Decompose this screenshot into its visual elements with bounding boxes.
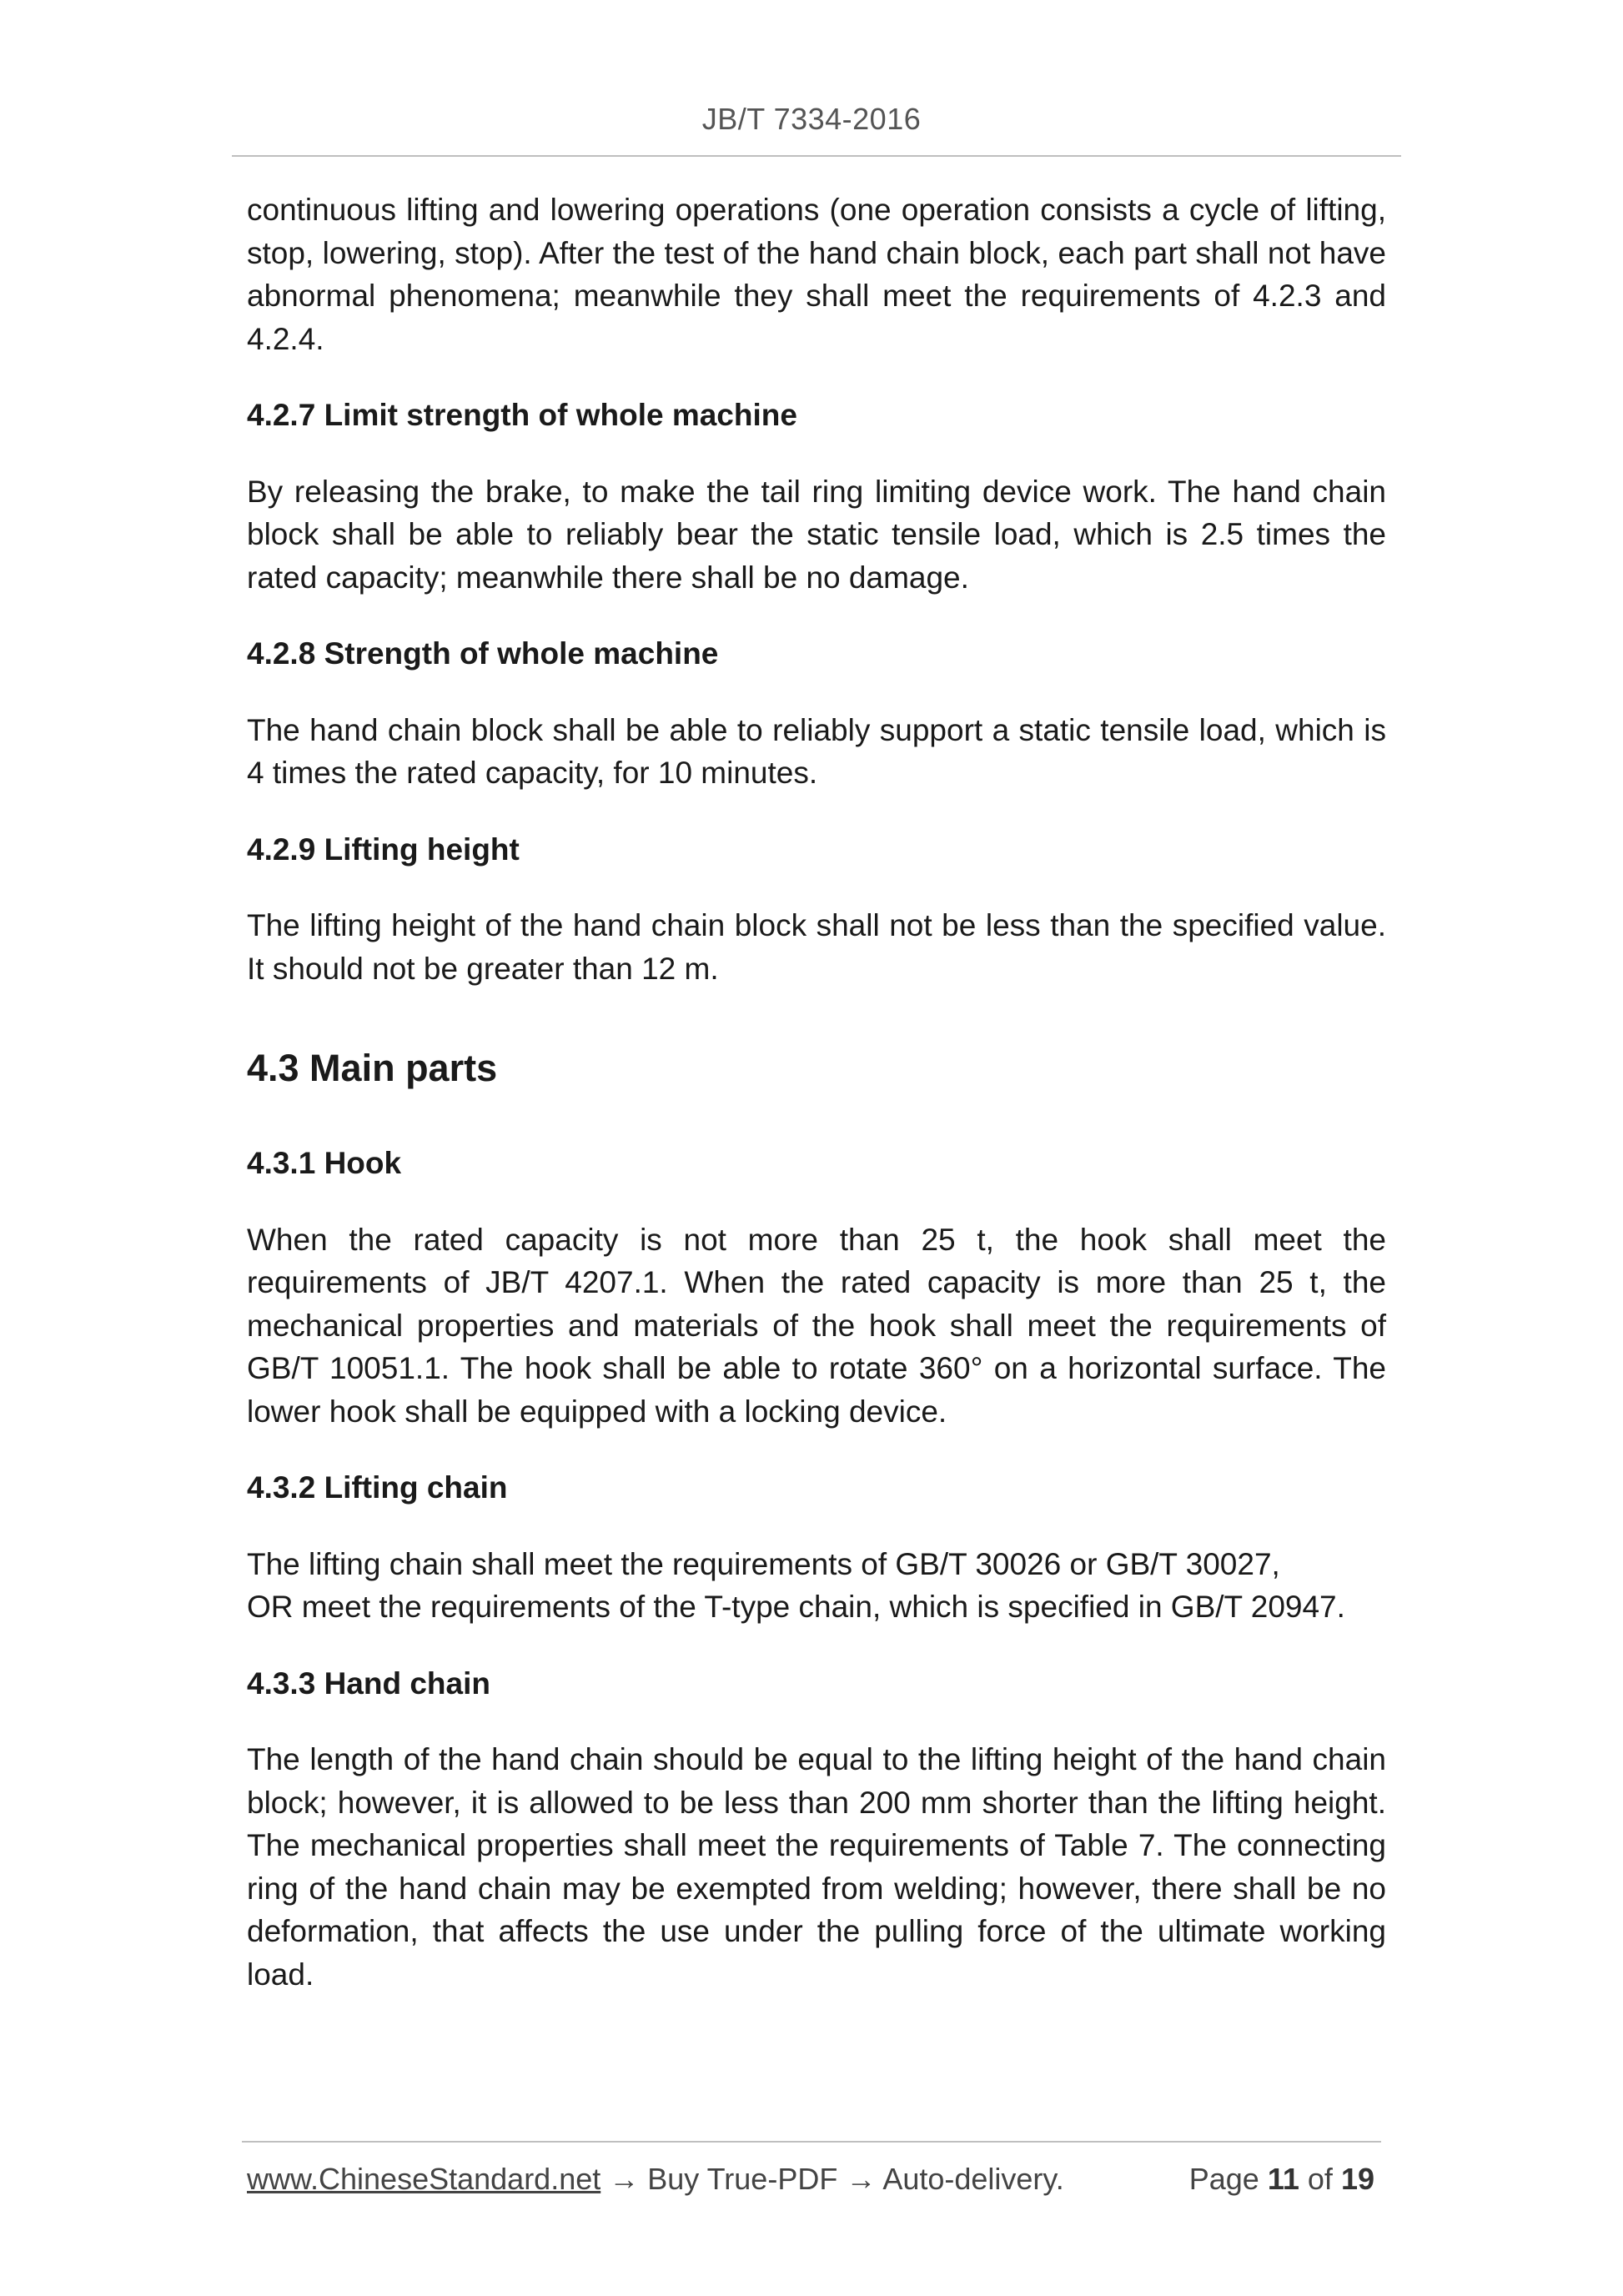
- section-4-3-2-text: [247, 1543, 1386, 1629]
- section-4-2-9-heading: 4.2.9 Lifting height: [247, 831, 520, 867]
- footer-divider: [242, 2141, 1381, 2143]
- header-divider: [232, 155, 1401, 157]
- section-4-3-2-heading: 4.3.2 Lifting chain: [247, 1470, 508, 1505]
- footer-promo-text: → Buy True-PDF → Auto-delivery.: [600, 2162, 1064, 2196]
- section-4-3-3-text: The length of the hand chain should be equal to the lifting height of the hand chain block; however, it is allowed to be less than 200 mm shorter than the lifting height. The mechanical properties shall meet the requirements of Table 7. The connecting ring of the hand chain may be exempted from welding; however, there shall be no deformation, that affects the use under the pulling force of the ultimate working load.: [247, 1742, 1386, 1992]
- section-4-3-2-line-1: The lifting chain shall meet the requirements of GB/T 30026 or GB/T 30027,: [247, 1546, 1280, 1581]
- section-4-2-8-heading: 4.2.8 Strength of whole machine: [247, 636, 719, 671]
- section-4-3-2-line-2: OR meet the requirements of the T-type chain, which is specified in GB/T 20947.: [247, 1590, 1345, 1624]
- page-body: [247, 188, 1386, 1996]
- section-4-3-1-heading: 4.3.1 Hook: [247, 1146, 402, 1180]
- section-4-2-7-text: By releasing the brake, to make the tail ring limiting device work. The hand chain block shall be able to reliably bear the static tensile load, which is 2.5 times the rated capacity; meanwhile there shall be no damage.: [247, 474, 1386, 595]
- section-4-2-9-text: The lifting height of the hand chain block shall not be less than the specified value. It should not be greater than 12 m.: [247, 908, 1386, 986]
- section-4-3-1-text: When the rated capacity is not more than 25 t, the hook shall meet the requirements of JB/T 4207.1. When the rated capacity is more than 25 t, the mechanical properties and materials of the hook shall meet the requirements of GB/T 10051.1. The hook shall be able to rotate 360° on a horizontal surface. The lower hook shall be equipped with a locking device.: [247, 1222, 1386, 1429]
- footer-promo: [247, 2158, 1064, 2200]
- website-link[interactable]: www.ChineseStandard.net: [247, 2162, 601, 2196]
- current-page: 11: [1267, 2162, 1299, 2196]
- section-4-2-7-heading: 4.2.7 Limit strength of whole machine: [247, 398, 797, 432]
- document-code-header: JB/T 7334-2016: [701, 102, 922, 136]
- section-4-3-heading: 4.3 Main parts: [247, 1047, 498, 1089]
- page-word: Page: [1188, 2162, 1259, 2196]
- section-4-3-3-heading: 4.3.3 Hand chain: [247, 1665, 490, 1701]
- page-number: [1189, 2158, 1374, 2200]
- section-4-2-8-text: The hand chain block shall be able to reliably support a static tensile load, which is 4 times the rated capacity, for 10 minutes.: [247, 712, 1386, 790]
- total-pages: 19: [1340, 2162, 1374, 2196]
- intro-paragraph: continuous lifting and lowering operations (one operation consists a cycle of lifting, stop, lowering, stop). After the test of the hand chain block, each part shall not have abnormal phenomena; meanwhile they shall meet the requirements of 4.2.3 and 4.2.4.: [247, 193, 1386, 356]
- of-word: of: [1307, 2162, 1333, 2196]
